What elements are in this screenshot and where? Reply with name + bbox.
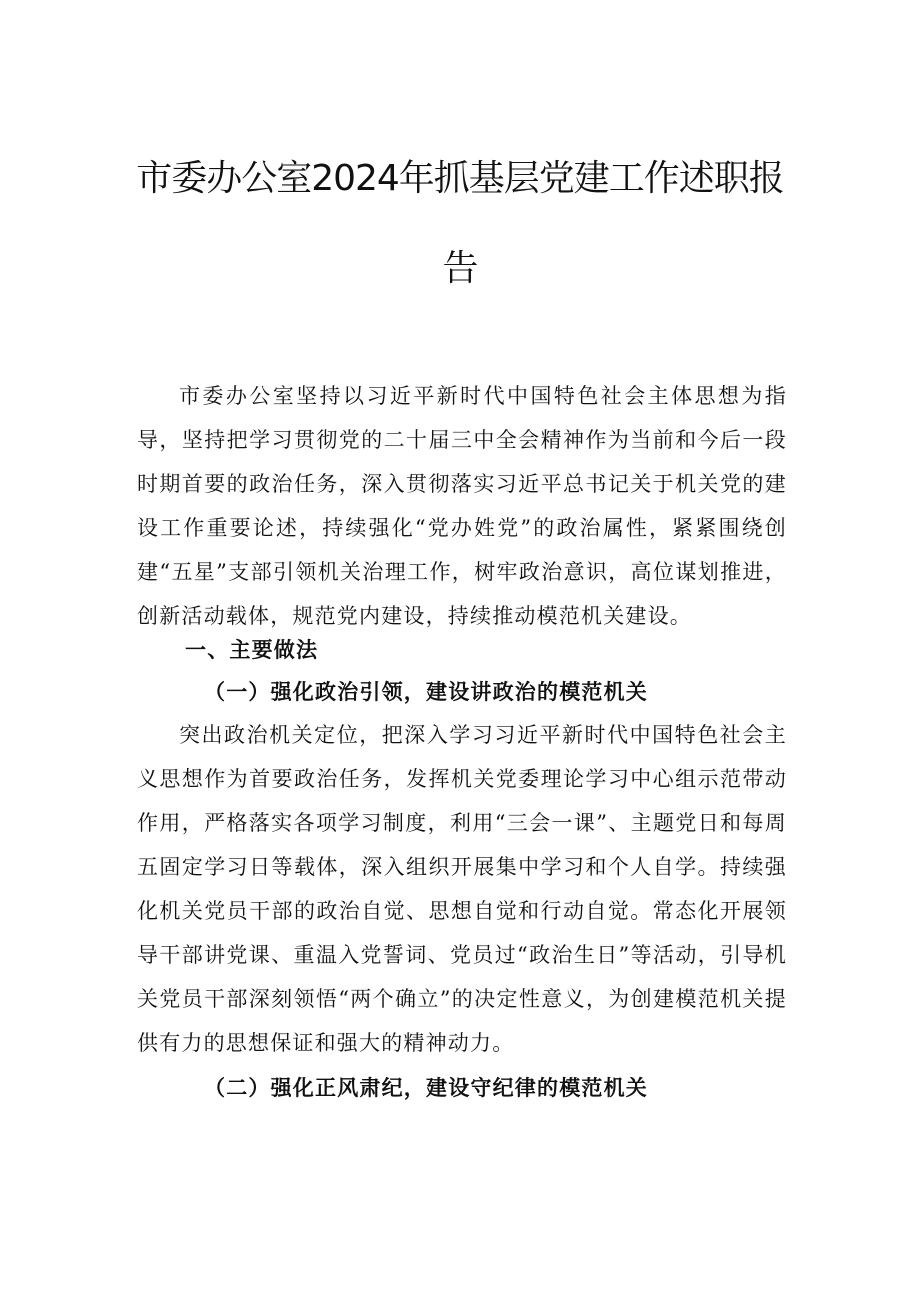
- section1-heading: 一、主要做法: [185, 637, 319, 662]
- intro-paragraph: 市委办公室坚持以习近平新时代中国特色社会主体思想为指导，坚持把学习贯彻党的二十届三中全会精神作为当前和今后一段时期首要的政治任务，深入贯彻落实习近平总书记关于机关党的建设工作重要论述，持续强化“党办姓党”的政治属性，紧紧围绕创建“五星”支部引领机关治理工作，树牢政治意识，高位谋划推进，创新活动载体，规范党内建设，持续推动模范机关建设。: [137, 384, 787, 628]
- subsection1-heading: （一）强化政治引领，建设讲政治的模范机关: [204, 679, 648, 704]
- subsection2-heading: （二）强化正风肃纪，建设守纪律的模范机关: [204, 1075, 648, 1100]
- subsection1-paragraph: 突出政治机关定位，把深入学习习近平新时代中国特色社会主义思想作为首要政治任务，发挥机关党委理论学习中心组示范带动作用，严格落实各项学习制度，利用“三会一课”、主题党日和每周五固定学习日等载体，深入组织开展集中学习和个人自学。持续强化机关党员干部的政治自觉、思想自觉和行动自觉。常态化开展领导干部讲党课、重温入党誓词、党员过“政治生日”等活动，引导机关党员干部深刻领悟“两个确立”的决定性意义，为创建模范机关提供有力的思想保证和强大的精神动力。: [137, 723, 787, 1055]
- document-title-line1: 市委办公室2024年抓基层党建工作述职报: [136, 158, 784, 199]
- document-title-line2: 告: [442, 248, 478, 289]
